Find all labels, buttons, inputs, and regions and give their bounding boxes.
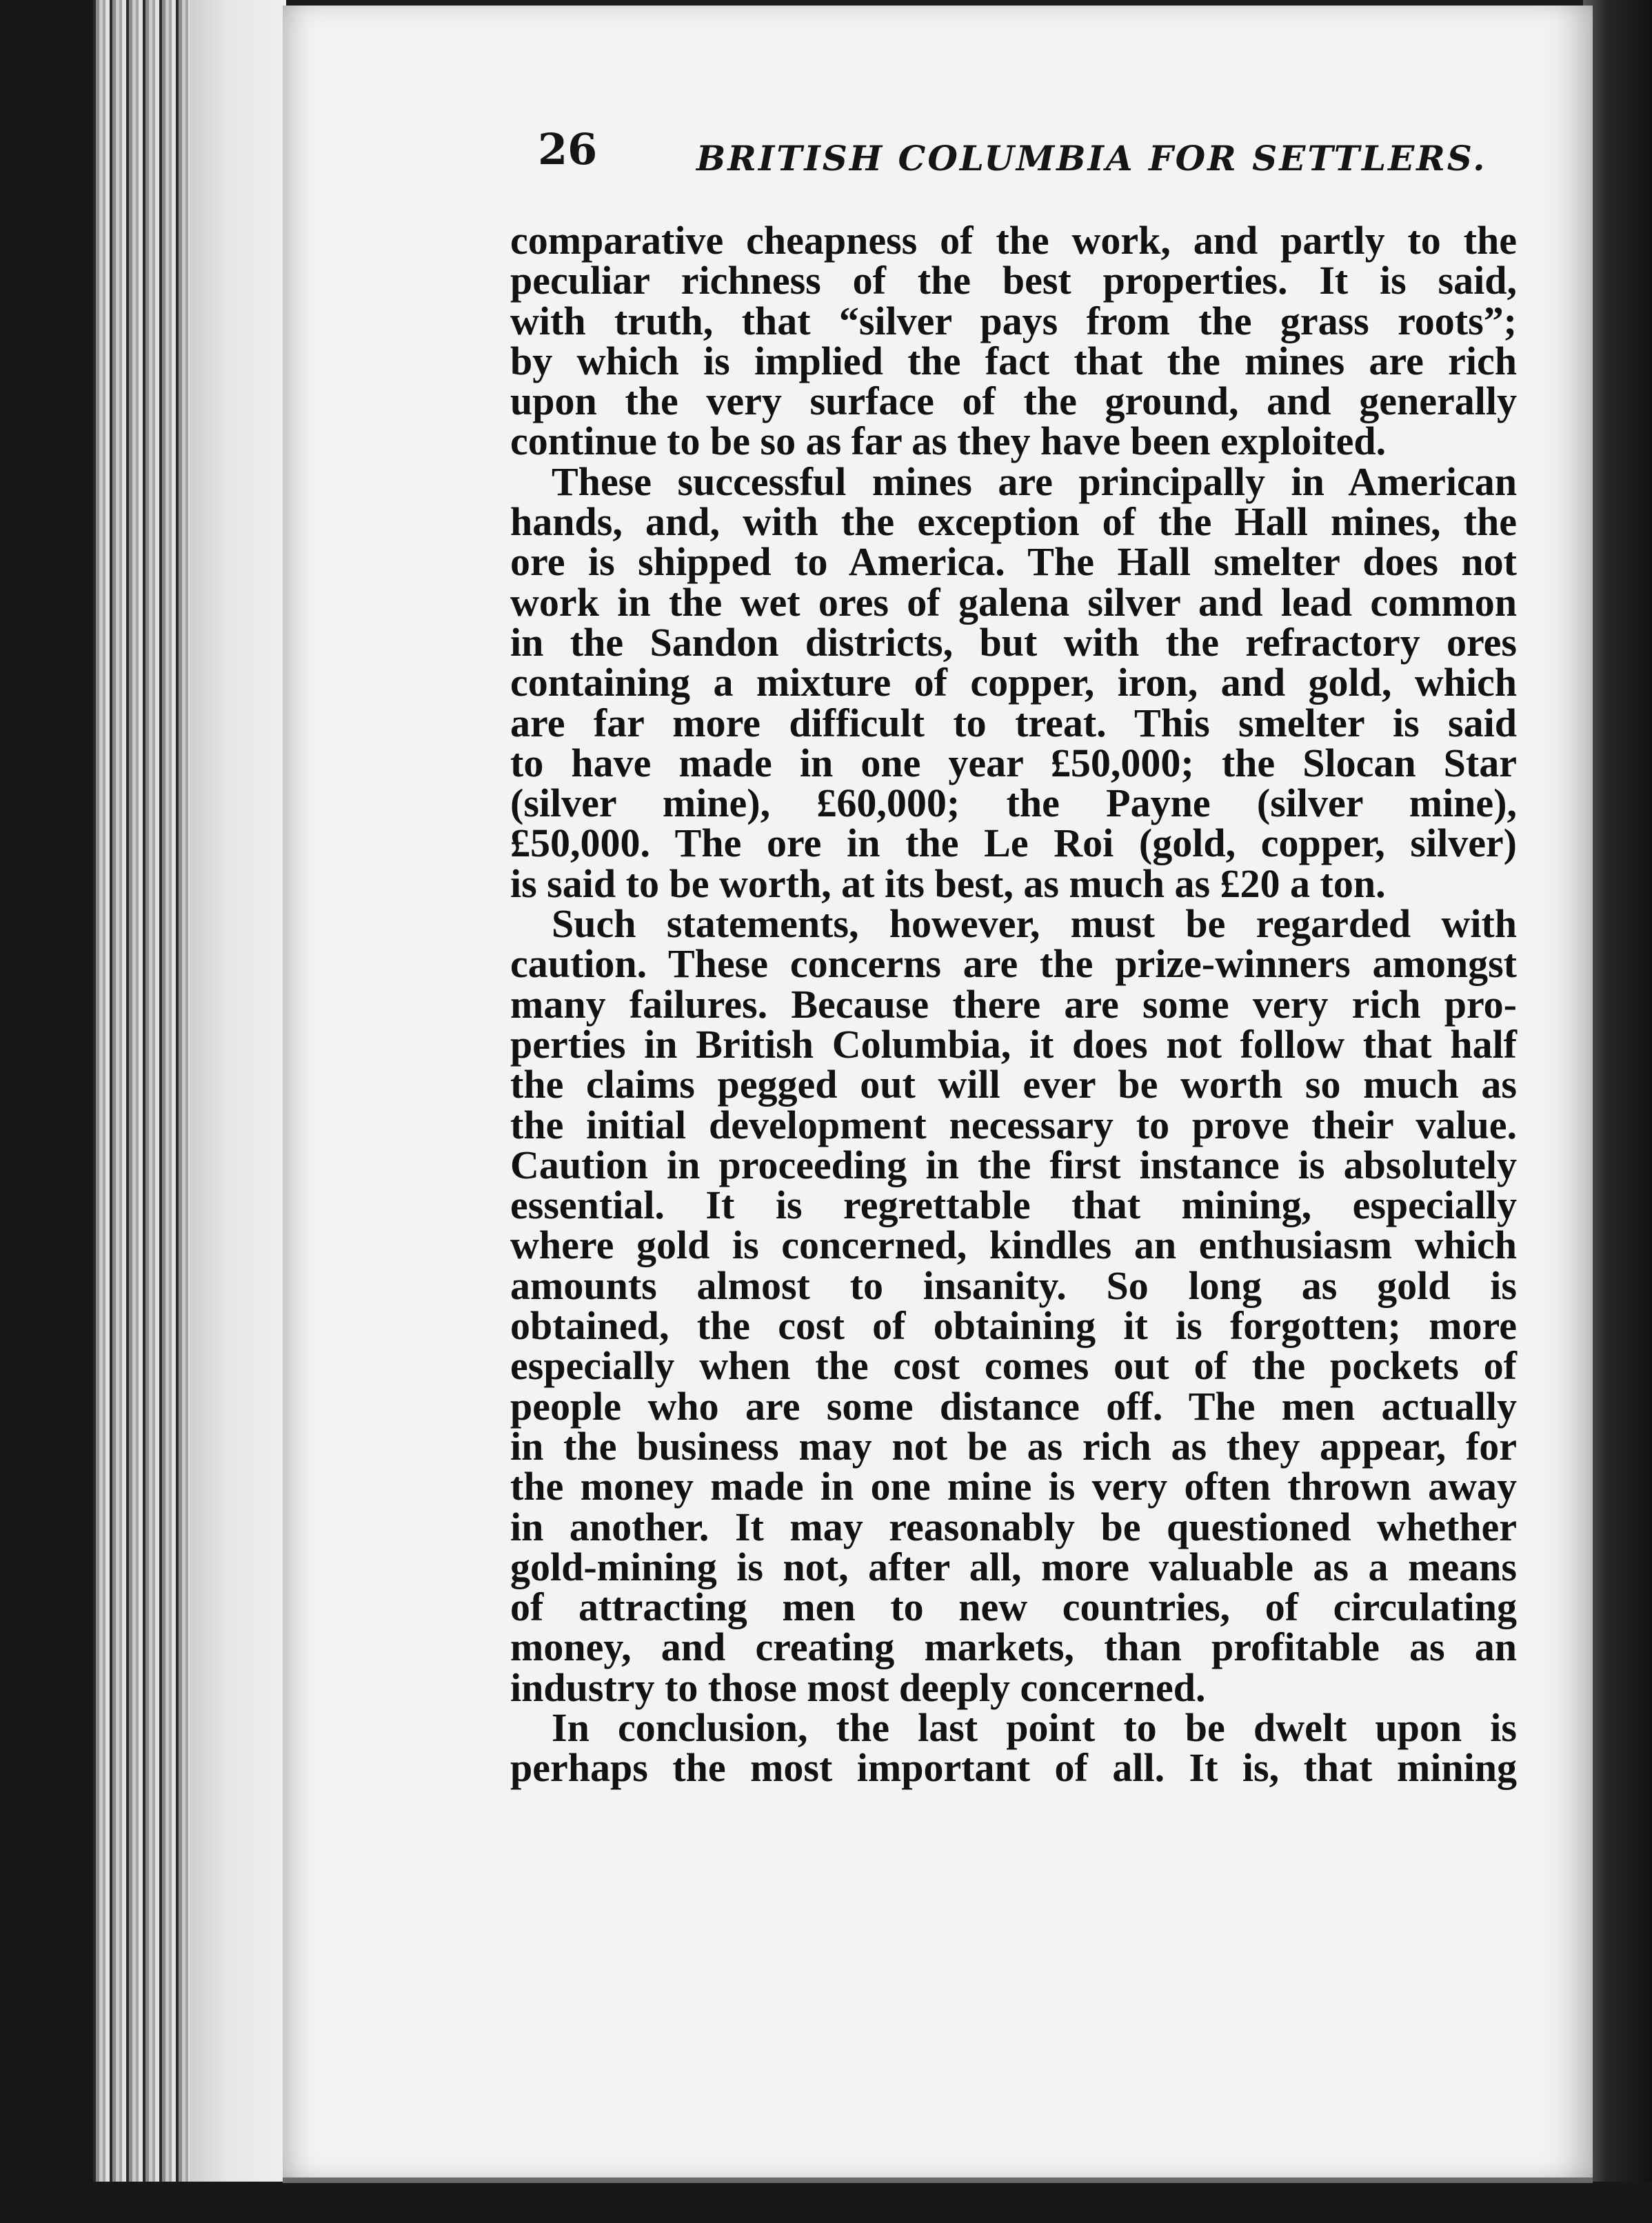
page-edge-fade — [190, 0, 286, 2186]
text-line: Such statements, however, must be regarded with — [552, 901, 1517, 947]
running-title: BRITISH COLUMBIA FOR SETTLERS. — [696, 138, 1487, 179]
text-line: money, and creating markets, than profitable as an — [510, 1625, 1517, 1670]
bottom-background — [0, 2182, 1652, 2223]
text-line: in another. It may reasonably be questioned whether — [510, 1504, 1517, 1549]
text-line: especially when the cost comes out of the pockets of — [510, 1343, 1517, 1389]
text-line: to have made in one year £50,000; the Slocan Star — [510, 740, 1517, 785]
text-line: (silver mine), £60,000; the Payne (silver mine), — [510, 781, 1517, 826]
text-line: continue to be so as far as they have been exploited. — [510, 419, 1387, 464]
text-line: perties in British Columbia, it does not follow that half — [510, 1021, 1517, 1067]
text-line: ore is shipped to America. The Hall smelter does not — [510, 539, 1517, 585]
text-line: many failures. Because there are some very rich pro- — [510, 981, 1517, 1027]
text-line: £50,000. The ore in the Le Roi (gold, copper, silver) — [510, 821, 1517, 866]
text-line: the money made in one mine is very often thrown away — [510, 1464, 1517, 1509]
text-line: hands, and, with the exception of the Hall mines, the — [510, 499, 1517, 545]
text-line: caution. These concerns are the prize-winners amongst — [510, 941, 1517, 987]
text-line: Caution in proceeding in the first instance is absolutely — [510, 1142, 1517, 1187]
body-text — [510, 218, 1517, 1791]
running-header — [538, 124, 1487, 186]
text-line: by which is implied the fact that the mines are rich — [510, 338, 1517, 383]
text-line: are far more difficult to treat. This smelter is said — [510, 700, 1517, 745]
text-line: perhaps the most important of all. It is, that mining — [510, 1745, 1517, 1791]
book-page-edges — [93, 0, 286, 2190]
text-line: in the Sandon districts, but with the refractory ores — [510, 619, 1517, 665]
text-line: industry to those most deeply concerned. — [510, 1664, 1206, 1710]
text-line: the claims pegged out will ever be worth so much as — [510, 1062, 1517, 1107]
text-line: In conclusion, the last point to be dwelt upon is — [552, 1704, 1517, 1750]
text-line: of attracting men to new countries, of circulating — [510, 1585, 1517, 1630]
text-line: work in the wet ores of galena silver and lead common — [510, 579, 1517, 625]
text-line: containing a mixture of copper, iron, and gold, which — [510, 660, 1517, 705]
text-line: people who are some distance off. The men actually — [510, 1383, 1517, 1429]
text-line: essential. It is regrettable that mining, especially — [510, 1183, 1517, 1228]
text-line: with truth, that “silver pays from the grass roots”; — [510, 298, 1517, 343]
text-line: in the business may not be as rich as they appear, for — [510, 1423, 1517, 1469]
page-number: 26 — [538, 124, 598, 174]
text-line: obtained, the cost of obtaining it is forgotten; more — [510, 1303, 1517, 1349]
text-line: is said to be worth, at its best, as much as £20 a ton. — [510, 861, 1386, 906]
right-background — [1583, 0, 1652, 2223]
text-line: gold-mining is not, after all, more valuable as a means — [510, 1544, 1517, 1589]
text-line: These successful mines are principally in American — [552, 459, 1517, 504]
text-line: peculiar richness of the best properties. It is said, — [510, 258, 1517, 303]
text-line: upon the very surface of the ground, and generally — [510, 379, 1517, 424]
text-line: the initial development necessary to prove their value. — [510, 1102, 1517, 1147]
text-line: where gold is concerned, kindles an enthusiasm which — [510, 1223, 1517, 1268]
text-line: comparative cheapness of the work, and partly to the — [510, 218, 1517, 263]
left-background — [0, 0, 97, 2223]
text-line: amounts almost to insanity. So long as gold is — [510, 1263, 1517, 1308]
